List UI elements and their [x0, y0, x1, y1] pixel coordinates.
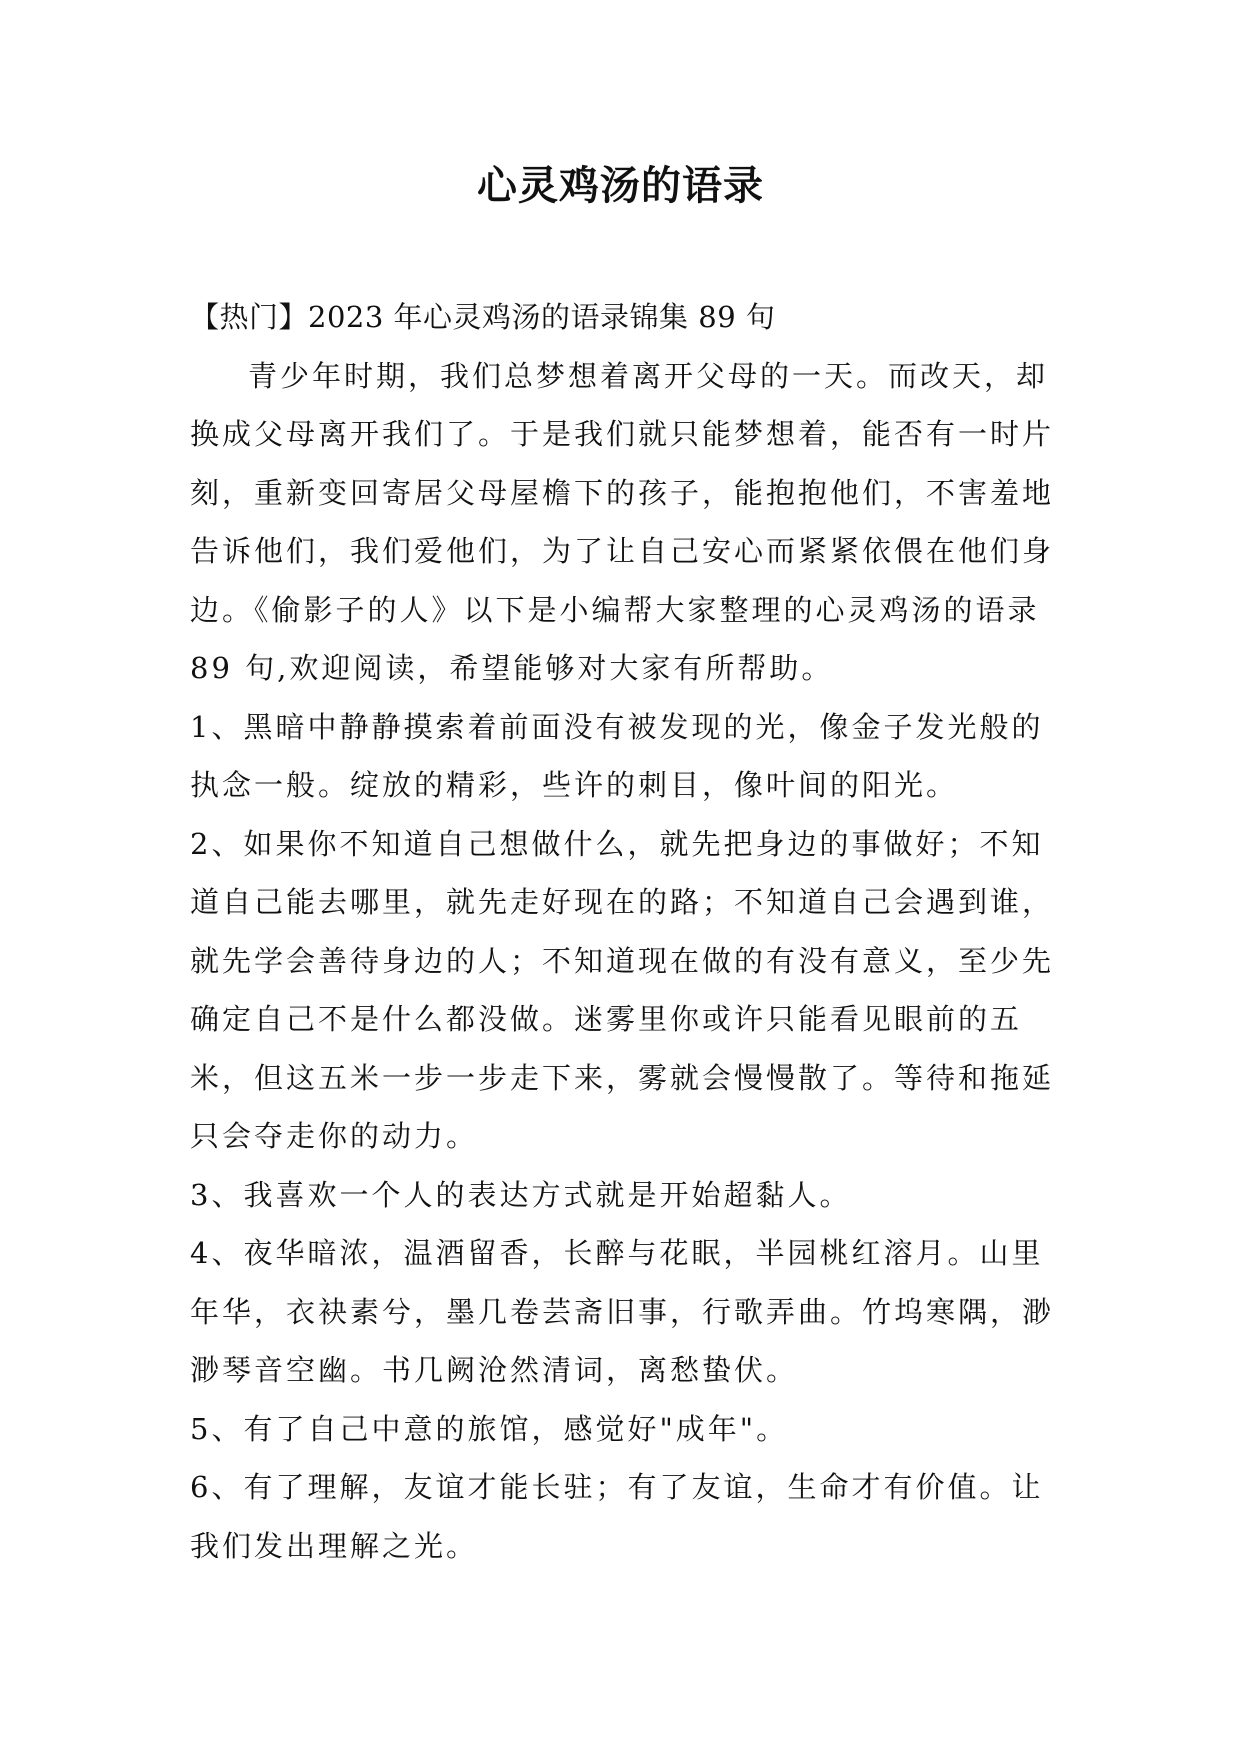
document-title: 心灵鸡汤的语录: [477, 163, 764, 209]
quote-item: 2、如果你不知道自己想做什么，就先把身边的事做好；不知道自己能去哪里，就先走好现在的路；不知道自己会遇到谁，就先学会善待身边的人；不知道现在做的有没有意义，至少先确定自己不是什么都没做。迷雾里你或许只能看见眼前的五米，但这五米一步一步走下来，雾就会慢慢散了。等待和拖延只会夺走你的动力。: [190, 826, 1055, 1153]
quote-item: 5、有了自己中意的旅馆，感觉好"成年"。: [190, 1411, 789, 1446]
quote-item: 4、夜华暗浓，温酒留香，长醉与花眠，半园桃红溶月。山里年华，衣袂素兮，墨几卷芸斋旧事，行歌弄曲。竹坞寒隅，渺渺琴音空幽。书几阙沧然清词，离愁蛰伏。: [190, 1236, 1055, 1387]
document-body: [190, 288, 1060, 1575]
quote-item: 6、有了理解，友谊才能长驻；有了友谊，生命才有价值。让我们发出理解之光。: [190, 1470, 1044, 1563]
intro-paragraph: 青少年时期，我们总梦想着离开父母的一天。而改天，却换成父母离开我们了。于是我们就只能梦想着，能否有一时片刻，重新变回寄居父母屋檐下的孩子，能抱抱他们，不害羞地告诉他们，我们爱他们，为了让自己安心而紧紧依偎在他们身边。《偷影子的人》以下是小编帮大家整理的心灵鸡汤的语录 89 句,欢迎阅读，希望能够对大家有所帮助。: [190, 358, 1055, 685]
quote-item: 3、我喜欢一个人的表达方式就是开始超黏人。: [190, 1177, 852, 1212]
quote-item: 1、黑暗中静静摸索着前面没有被发现的光，像金子发光般的执念一般。绽放的精彩，些许的刺目，像叶间的阳光。: [190, 709, 1044, 802]
document-subtitle: 【热门】2023 年心灵鸡汤的语录锦集 89 句: [190, 300, 776, 334]
